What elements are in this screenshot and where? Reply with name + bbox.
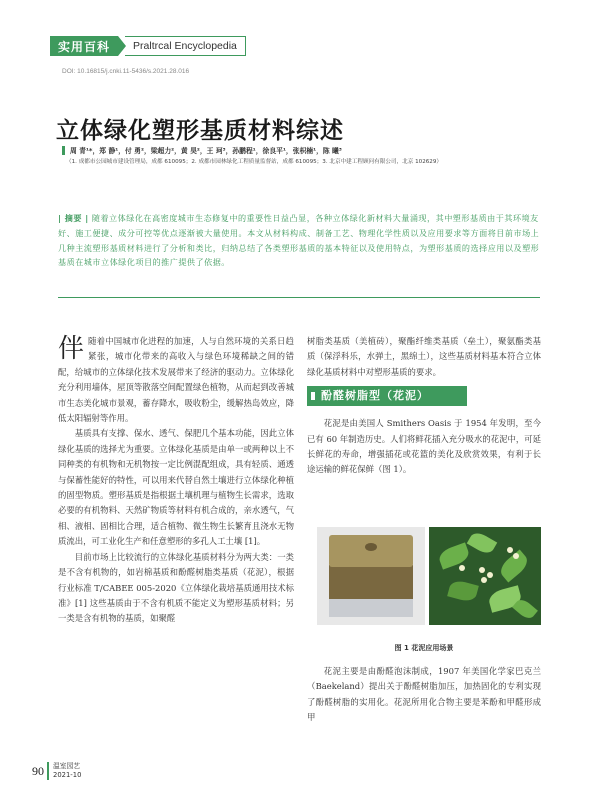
- paragraph: 树脂类基质（美植砖），聚酯纤维类基质（垒土），聚氨酯类基质（保浮科乐，水弹土，黑绵土），这些基质材料基本符合立体绿化基质材料中对塑形基质的要求。: [307, 336, 541, 377]
- page-footer: [32, 762, 81, 780]
- paragraph: 花泥是由美国人 Smithers Oasis 于 1954 年发明，至今已有 60 年制造历史。人们将鲜花插入充分吸水的花泥中，可延长鲜花的寿命，增强插花或花篮的美化及欣赏效果，有利于长途运输的鲜花保鲜（图 1）。: [307, 418, 541, 475]
- journal-info: [53, 762, 81, 780]
- article-title: 立体绿化塑形基质材料综述: [56, 118, 344, 144]
- footer-bar-icon: [47, 762, 49, 780]
- abstract: [58, 211, 540, 270]
- doi-line: DOI: 10.16815/j.cnki.11-5436/s.2021.28.016: [62, 68, 190, 75]
- section-header: [50, 36, 246, 56]
- abstract-text: 随着立体绿化在高密度城市生态修复中的重要性日益凸显，各种立体绿化新材料大量涌现，其中塑形基质由于其环境友好、施工便捷、成分可控等优点逐渐被大量使用。本文从材料构成、制备工艺、物理化学性质以及应用要求等方面将目前市场上几种主流塑形基质材料进行了分析和类比，归纳总结了各类塑形基质的基本特征以及使用特点，为塑形基质的选择应用以及塑形基质在城市立体绿化项目的推广提供了依据。: [58, 213, 540, 268]
- paragraph: 花泥主要是由酚醛泡沫制成，1907 年美国化学家巴克兰（Baekeland）提出关于酚醛树脂加压，加热固化的专利实现了酚醛树脂的实用化。花泥所用化合物主要是苯酚和甲醛形成甲: [307, 666, 541, 723]
- left-column: [58, 334, 294, 627]
- journal-name: 温室园艺: [53, 762, 81, 770]
- section-heading: 酚醛树脂型（花泥）: [307, 386, 467, 406]
- right-column: [307, 334, 541, 478]
- floral-foam-photo: [317, 527, 425, 625]
- section-english-label: Praltrcal Encyclopedia: [125, 36, 246, 56]
- journal-issue: 2021-10: [53, 771, 82, 779]
- authors-line: [62, 145, 342, 155]
- authors-bar-icon: [62, 146, 65, 155]
- affiliations: （1. 成都市公园城市建设管理局，成都 610095；2. 成都市园林绿化工程质量监督站，成都 610095；3. 北京中建工程顾问有限公司，北京 102629）: [66, 159, 443, 165]
- page-number: 90: [32, 763, 44, 778]
- right-column-lower: [307, 664, 541, 726]
- figure-caption: 图 1 花泥应用场景: [394, 644, 454, 652]
- abstract-label: | 摘要 |: [58, 213, 89, 223]
- authors-text: 周 青¹*，郑 静¹，付 勇²，梁超力²，黄 昊²，王 珂³，孙鹏程¹，徐良平¹，张枳楠¹，陈 曦³: [70, 147, 342, 155]
- dropcap: 伴: [58, 334, 85, 364]
- paragraph: 伴随着中国城市化进程的加速，人与自然环境的关系日趋紧张，城市化带来的高收入与绿色环境稀缺之间的错配，给城市的立体绿化技术发展带来了经济的驱动力。立体绿化充分利用墙体，屋顶等散落空间配置绿色植物，从而起到改善城市生态美化城市景观，蓄存降水，吸收粉尘，缓解热岛效应，降低太阳辐射等作用。: [58, 334, 294, 424]
- abstract-divider: [58, 297, 540, 298]
- section-tag: 实用百科: [50, 36, 118, 56]
- paragraph: 基质具有支撑、保水、透气、保肥几个基本功能，因此立体绿化基质的选择尤为重要。立体绿化基质是由单一或两种以上不同种类的有机物和无机物按一定比例混配组成，具有轻质、通透与保蓄性能好的特性，可以用来代替自然土壤进行立体绿化种植的固型物质。塑形基质是指根据土壤机理与植物生长需求，选取必要的有机物料、天然矿物质等材料有机合成的，亲水透气，气相、液相、固相比合理，适合植物、微生物生长繁育且浇水无物质流出，可工业化生产和任意塑形的多孔人工土壤 [1]。: [58, 428, 294, 547]
- flower-arrangement-photo: [429, 527, 541, 625]
- paragraph: 目前市场上比较流行的立体绿化基质材料分为两大类：一类是不含有机物的，如岩棉基质和酚醛树脂类基质（花泥），根据行业标准 T/CABEE 005-2020《立体绿化栽培基质通用技术标准》[1] 这些基质由于不含有机质不能定义为塑形基质材料；另一类是含有机物的基质，如聚醛: [58, 551, 294, 624]
- figure-1: [307, 527, 541, 627]
